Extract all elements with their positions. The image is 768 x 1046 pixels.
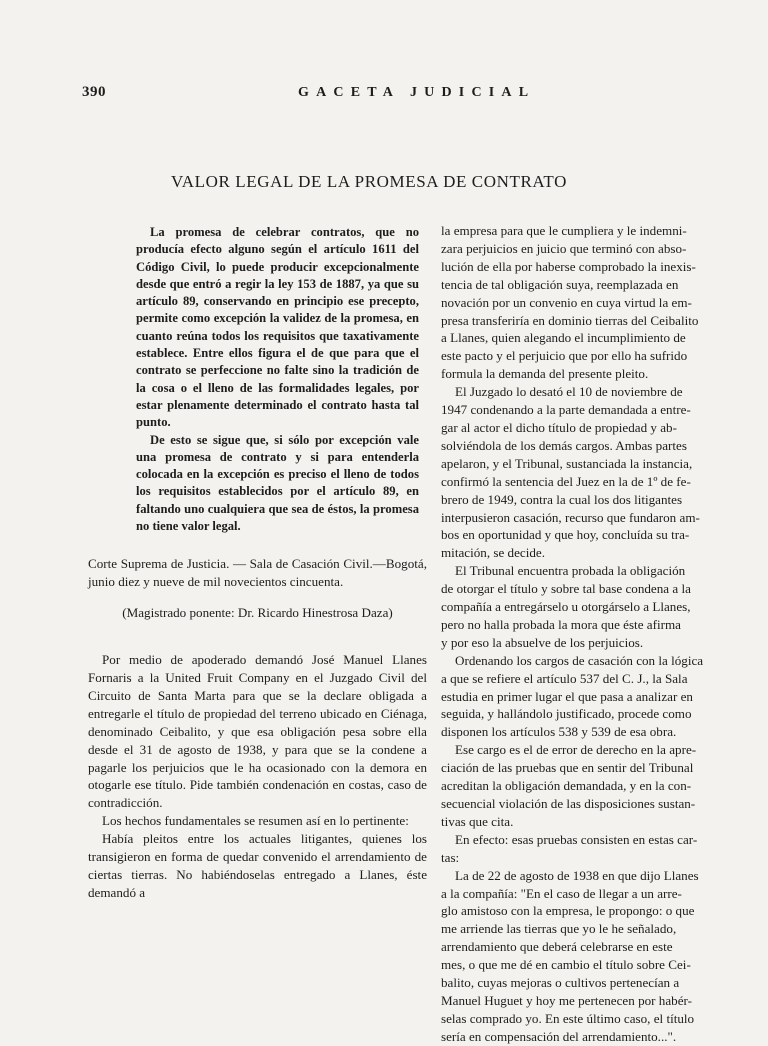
court-line: Corte Suprema de Justicia. — Sala de Casación Civil.—Bogotá, junio diez y nueve de mil novecientos cincuenta. (88, 556, 427, 590)
body-line: compañía a entregárselo u otorgárselo a Llanes, (441, 599, 691, 615)
body-line: pero no halla probada la mora que éste afirma (441, 616, 681, 632)
body-line: Ordenando los cargos de casación con la lógica (455, 652, 704, 668)
body-line: En efecto: esas pruebas consisten en estas car- (455, 831, 698, 847)
body-line: apelaron, y el Tribunal, sustanciada la instancia, (441, 455, 693, 471)
body-line: acreditan la obligación demandada, y en la con- (441, 778, 692, 794)
body-line: 1947 condenando a la parte demandada a entre- (441, 402, 691, 418)
body-line: Ese cargo es el de error de derecho en la apre- (455, 742, 697, 758)
body-line: bos en oportunidad y que hoy, concluída su tra- (441, 527, 690, 543)
body-line: El Juzgado lo desató el 10 de noviembre de (455, 384, 683, 400)
body-line: glo amistoso con la empresa, le propongo: o que (441, 903, 695, 919)
body-line: arrendamiento que deberá celebrarse en este (441, 939, 673, 955)
body-line: y por eso la absuelve de los perjuicios. (441, 634, 644, 650)
body-line: seguida, y hallándolo justificado, procede como (441, 706, 692, 722)
page-number: 390 (82, 84, 106, 100)
body-line: mes, o que me dé en cambio el título sobre Cei- (441, 957, 691, 973)
body-line: zara perjuicios en juicio que terminó con abso- (441, 240, 687, 256)
body-line: mitación, se decide. (441, 545, 545, 561)
body-line: presa transferiría en dominio tierras del Ceibalito (441, 312, 699, 328)
summary-paragraph: La promesa de celebrar contratos, que no producía efecto alguno según el artículo 1611 del Código Civil, lo puede producir excepcionalmente desde que entró a regir la ley 153 de 1887, ya que su artículo 89, conservando en principio ese precepto, permite como excepción la validez de la promesa, en cuanto reúna todos los requisitos que taxativamente establece. Entre ellos figura el de que para que el contrato se perfeccione no falte sino la tradición de la cosa o el lleno de las formalidades legales, por estar plenamente determinado el contrato hasta tal punto. (136, 225, 419, 430)
left-column (88, 224, 427, 902)
body-line: tencia de tal obligación suya, reemplazada en (441, 276, 679, 292)
body-line: tivas que cita. (441, 813, 514, 829)
body-line: secuencial violación de las disposiciones sustan- (441, 796, 696, 811)
magistrate-line: (Magistrado ponente: Dr. Ricardo Hinestrosa Daza) (122, 605, 393, 621)
body-line: confirmó la sentencia del Juez en la de 1º de fe- (441, 473, 691, 489)
left-body (88, 555, 427, 901)
running-head: GACETA JUDICIAL (298, 85, 536, 100)
article-title: VALOR LEGAL DE LA PROMESA DE CONTRATO (171, 172, 567, 191)
body-line: este pacto y el perjuicio que por ello ha sufrido (441, 348, 688, 364)
body-line: la empresa para que le cumpliera y le indemni- (441, 223, 687, 238)
body-paragraph: Por medio de apoderado demandó José Manuel Llanes Fornaris a la United Fruit Company en el Juzgado Civil del Circuito de Santa Marta para que se la declare obligada a entregarle el título de propiedad del terreno ubicado en Ciénaga, denominado Ceibalito, y que esa obligación pesa sobre ella desde el 31 de agosto de 1938, y para que se la condene a pagarle los perjuicios que le ha ocasionado con la demora en otogarle ese título. Pide también condenación en costas, caso de contradicción. (88, 652, 427, 811)
summary-block (88, 224, 427, 535)
body-line: a Llanes, quien alegando el incumplimiento de (441, 330, 686, 346)
body-line: estudia en primer lugar el que pasa a analizar en (441, 688, 693, 704)
summary-paragraph: De esto se sigue que, si sólo por excepción vale una promesa de contrato y si para entenderla colocada en la excepción es preciso el lleno de todos los requisitos establecidos por el artículo 89, en faltando uno cualquiera que sea de éstos, la promesa no tiene valor legal. (136, 432, 419, 534)
body-line: solviéndola de los demás cargos. Ambas partes (441, 437, 687, 453)
body-line: novación por un convenio en cuya virtud la em- (441, 294, 692, 310)
body-line: interpusieron casación, recurso que fundaron am- (441, 509, 700, 525)
body-paragraph: Los hechos fundamentales se resumen así en lo pertinente: (102, 813, 409, 829)
body-line: lución de ella por haberse comprobado la inexis- (441, 258, 696, 274)
body-line: balito, cuyas mejoras o cultivos pertenecían a (441, 975, 680, 991)
body-line: ciación de las pruebas que en sentir del Tribunal (441, 760, 694, 776)
body-paragraph: Había pleitos entre los actuales litigantes, quienes los transigieron en forma de quedar convenido el arrendamiento de ciertas tierras. No habiéndoselas entregado a Llanes, éste demandó a (88, 831, 427, 900)
body-line: me arriende las tierras que yo le he señalado, (441, 921, 677, 937)
body-line: sería en compensación del arrendamiento...". (441, 1028, 677, 1044)
body-line: Manuel Huguet y hoy me pertenecen por habér- (441, 992, 692, 1008)
body-line: a que se refiere el artículo 537 del C. J., la Sala (441, 670, 688, 686)
body-line: de otorgar el título y sobre tal base condena a la (441, 581, 691, 597)
body-line: El Tribunal encuentra probada la obligación (455, 563, 686, 579)
body-line: gar al actor el dicho título de propiedad y ab- (441, 419, 677, 435)
body-line: a la compañía: "En el caso de llegar a un arre- (441, 885, 682, 901)
body-line: brero de 1949, contra la cual los dos litigantes (441, 491, 683, 507)
body-line: formula la demanda del presente pleito. (441, 366, 649, 382)
body-line: selas comprado yo. En este último caso, el título (441, 1010, 695, 1026)
body-line: La de 22 de agosto de 1938 en que dijo Llanes (455, 867, 699, 883)
right-column (441, 222, 768, 1046)
body-line: disponen los artículos 538 y 539 de esa obra. (441, 724, 677, 740)
body-line: tas: (441, 849, 460, 865)
